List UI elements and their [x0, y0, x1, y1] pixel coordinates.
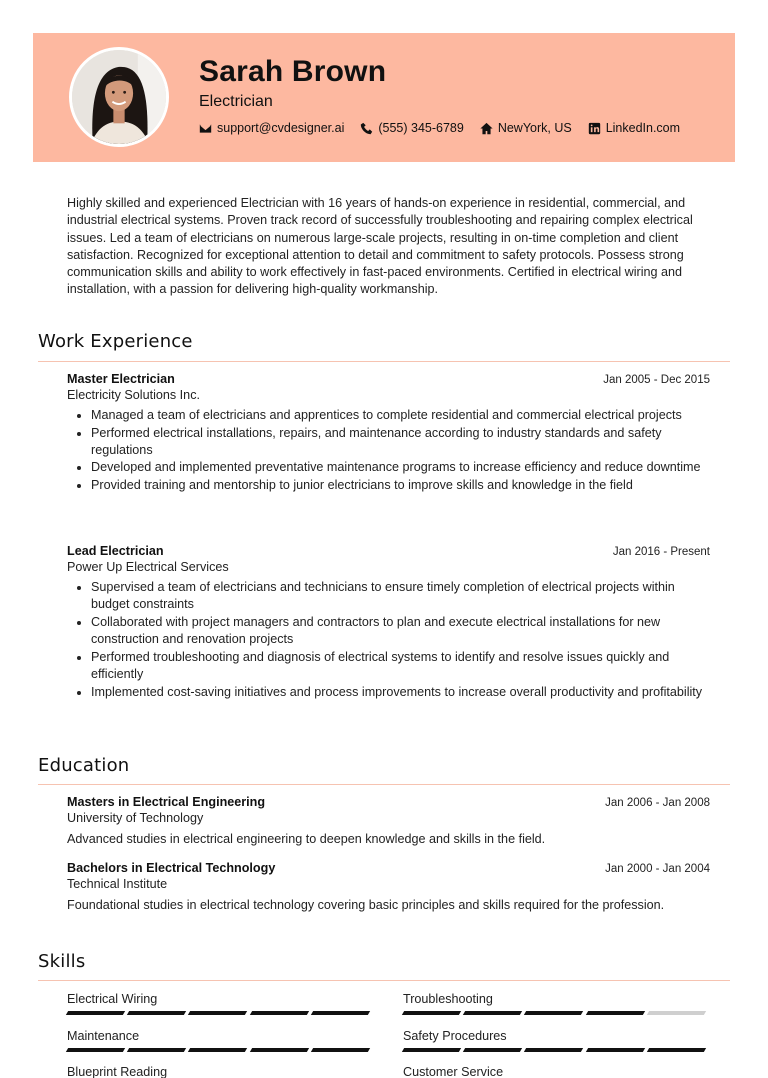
skill-item — [403, 1065, 709, 1078]
envelope-icon — [199, 122, 212, 135]
skill-level-segment-filled — [524, 1011, 584, 1015]
skill-level-segment-filled — [311, 1048, 371, 1052]
job-dates: Jan 2016 - Present — [612, 546, 710, 558]
work-entry — [67, 544, 710, 701]
skill-item — [67, 1029, 373, 1052]
skill-level-segment-filled — [249, 1011, 309, 1015]
section-divider — [38, 980, 730, 981]
skill-level-bar — [403, 1048, 709, 1052]
work-entry — [67, 372, 710, 495]
job-bullets — [67, 579, 710, 701]
skill-name: Maintenance — [67, 1029, 140, 1043]
education-description: Advanced studies in electrical engineering to deepen knowledge and skills in the field. — [67, 832, 546, 846]
section-title-education: Education — [38, 755, 130, 776]
job-bullet: • Supervised a team of electricians and technicians to ensure timely completion of electrical projects within budget constraints — [91, 579, 710, 614]
home-icon — [480, 122, 493, 135]
skill-level-segment-filled — [127, 1048, 187, 1052]
job-bullet: • Provided training and mentorship to junior electricians to improve skills and knowledge in the field — [91, 477, 710, 494]
education-entry — [67, 861, 710, 912]
skill-level-segment-filled — [524, 1048, 584, 1052]
skill-name: Blueprint Reading — [67, 1065, 168, 1078]
skill-level-segment-filled — [585, 1011, 645, 1015]
company-name: Electricity Solutions Inc. — [67, 388, 200, 402]
contact-row — [199, 121, 696, 135]
phone-icon — [360, 122, 373, 135]
skill-level-segment-filled — [188, 1011, 248, 1015]
skill-item — [67, 992, 373, 1015]
skill-item — [403, 1029, 709, 1052]
section-title-work: Work Experience — [38, 331, 193, 352]
degree-title: Masters in Electrical Engineering — [67, 795, 266, 809]
section-divider — [38, 784, 730, 785]
contact-linkedin[interactable] — [588, 121, 680, 135]
skill-name: Troubleshooting — [403, 992, 493, 1006]
education-dates: Jan 2000 - Jan 2004 — [605, 863, 710, 875]
candidate-title: Electrician — [199, 93, 273, 110]
education-description: Foundational studies in electrical technology covering basic principles and skills required for the profession. — [67, 898, 665, 912]
job-bullet: • Performed troubleshooting and diagnosis of electrical systems to identify and resolve issues quickly and efficiently — [91, 649, 710, 684]
job-title: Lead Electrician — [67, 544, 164, 558]
education-dates: Jan 2006 - Jan 2008 — [605, 797, 710, 809]
skill-name: Customer Service — [403, 1065, 504, 1078]
school-name: Technical Institute — [67, 877, 168, 891]
resume-header — [33, 33, 735, 162]
contact-location — [480, 121, 572, 135]
degree-title: Bachelors in Electrical Technology — [67, 861, 276, 875]
job-bullet: • Implemented cost-saving initiatives and process improvements to increase overall productivity and profitability — [91, 684, 710, 701]
skill-level-segment-filled — [402, 1011, 462, 1015]
contact-phone-text: (555) 345-6789 — [378, 121, 464, 135]
skill-name: Electrical Wiring — [67, 992, 158, 1006]
section-divider — [38, 361, 730, 362]
professional-summary: Highly skilled and experienced Electrician with 16 years of hands-on experience in residential, commercial, and industrial electrical systems. Proven track record of successfully troubleshooting and repairing complex electrical issues. Led a team of electricians on numerous large-scale projects, resulting in on-time completion and client satisfaction. Recognized for exceptional attention to detail and commitment to safety protocols. Possess strong communication skills and ability to work effectively in fast-paced environments. Certified in electrical wiring and installation, with a passion for delivering high-quality workmanship. — [67, 196, 693, 297]
skill-level-segment-filled — [311, 1011, 371, 1015]
skill-level-segment-filled — [249, 1048, 309, 1052]
job-bullet: • Managed a team of electricians and apprentices to complete residential and commercial electrical projects — [91, 407, 710, 424]
skill-level-segment-filled — [188, 1048, 248, 1052]
candidate-name: Sarah Brown — [199, 55, 387, 88]
avatar — [69, 47, 169, 147]
job-bullet: • Performed electrical installations, repairs, and maintenance according to industry standards and safety regulations — [91, 425, 710, 460]
contact-email-text: support@cvdesigner.ai — [217, 121, 345, 135]
job-dates: Jan 2005 - Dec 2015 — [603, 374, 710, 386]
education-entry — [67, 795, 710, 846]
skill-level-segment-empty — [647, 1011, 707, 1015]
skill-level-bar — [403, 1011, 709, 1015]
skill-level-segment-filled — [463, 1048, 523, 1052]
profile-photo — [72, 50, 166, 144]
skill-level-segment-filled — [66, 1011, 126, 1015]
contact-phone[interactable] — [360, 121, 463, 135]
skill-name: Safety Procedures — [403, 1029, 507, 1043]
skill-level-bar — [67, 1011, 373, 1015]
job-title: Master Electrician — [67, 372, 175, 386]
skill-level-segment-filled — [647, 1048, 707, 1052]
contact-linkedin-text: LinkedIn.com — [605, 121, 681, 135]
skill-level-segment-filled — [402, 1048, 462, 1052]
section-title-skills: Skills — [38, 951, 86, 972]
school-name: University of Technology — [67, 811, 204, 825]
contact-location-text: NewYork, US — [497, 121, 572, 135]
company-name: Power Up Electrical Services — [67, 560, 229, 574]
job-bullet: • Collaborated with project managers and contractors to plan and execute electrical installations for new construction and renovation projects — [91, 614, 710, 649]
skill-level-segment-filled — [463, 1011, 523, 1015]
skill-level-segment-filled — [127, 1011, 187, 1015]
job-bullets — [67, 407, 710, 494]
linkedin-icon — [588, 122, 601, 135]
contact-email[interactable] — [199, 121, 344, 135]
skill-level-segment-filled — [66, 1048, 126, 1052]
skill-level-segment-filled — [585, 1048, 645, 1052]
skill-level-bar — [67, 1048, 373, 1052]
job-bullet: • Developed and implemented preventative maintenance programs to increase efficiency and reduce downtime — [91, 459, 710, 476]
skill-item — [67, 1065, 373, 1078]
skill-item — [403, 992, 709, 1015]
